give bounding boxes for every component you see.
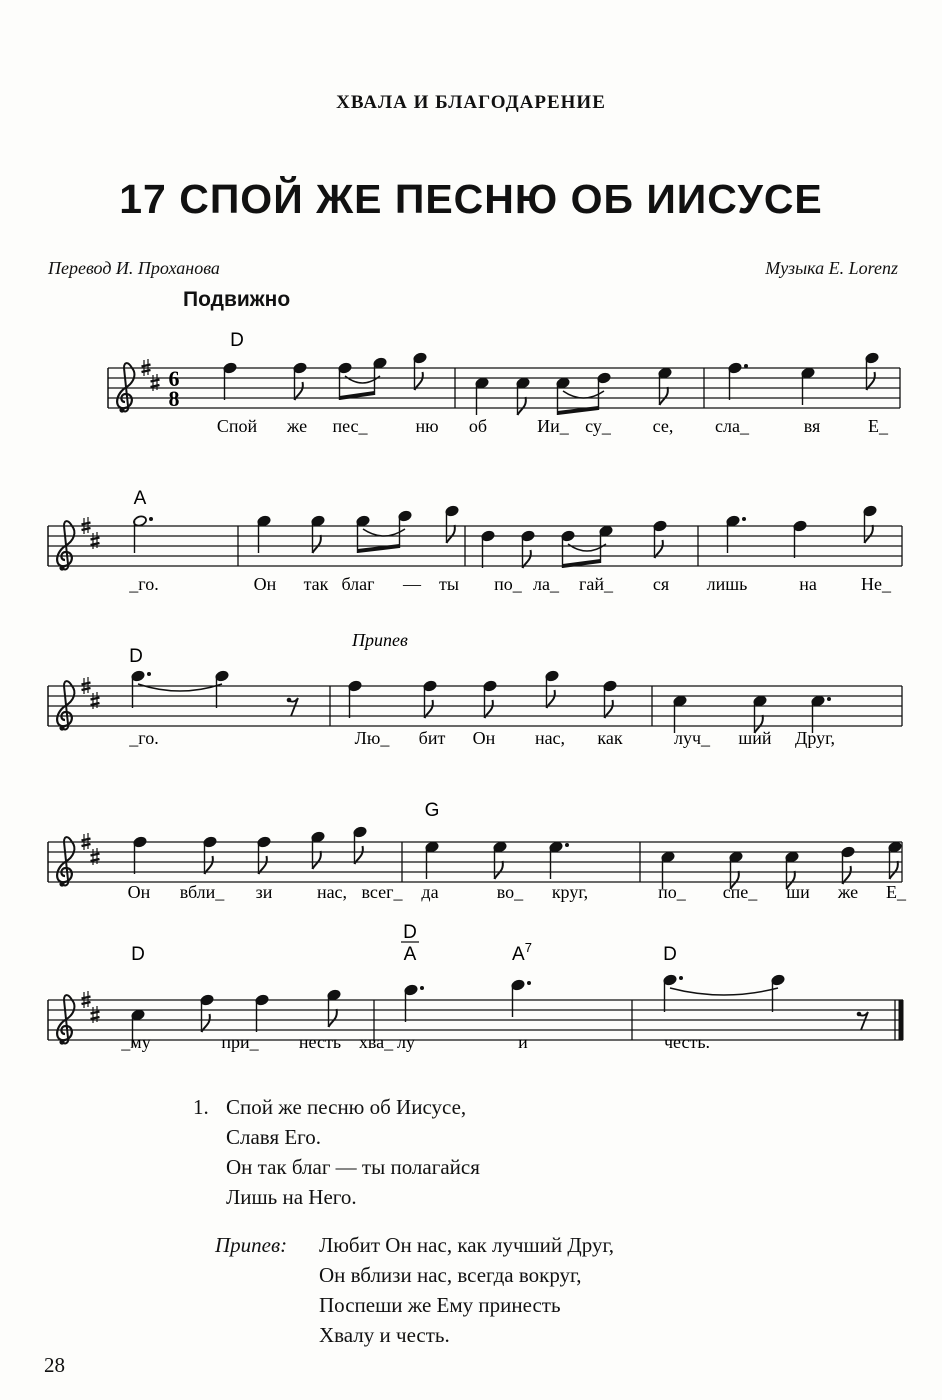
lyric-syllable: хва_	[358, 1032, 394, 1052]
chord-symbol: D	[663, 944, 677, 965]
refrain-line: Хвалу и честь.	[319, 1323, 450, 1347]
lyric-syllable: по_	[658, 882, 686, 902]
lyric-syllable: и	[518, 1032, 528, 1052]
lyric-syllable: несть	[298, 1032, 342, 1052]
chord-symbol: D	[403, 922, 417, 943]
song-number: 17	[119, 176, 167, 222]
chord-symbol: D	[131, 944, 145, 965]
lyric-syllable: при_	[221, 1032, 259, 1052]
note-flag	[329, 1009, 337, 1027]
lyric-syllable: лу	[397, 1032, 415, 1052]
chord-symbol: A	[133, 488, 147, 509]
lyric-syllable: всег_	[361, 882, 403, 902]
tie	[670, 988, 778, 995]
refrain-line: Он вблизи нас, всегда вокруг,	[319, 1263, 582, 1287]
beam	[563, 559, 601, 568]
note-flag	[202, 1014, 210, 1032]
verse-line: Лишь на Него.	[226, 1185, 357, 1209]
note-flag	[447, 525, 455, 543]
note-flag	[655, 540, 663, 558]
lyric-syllable: луч_	[673, 728, 711, 748]
dot	[147, 672, 151, 676]
lyric-syllable: Он	[472, 728, 496, 748]
lyric-syllable: су_	[585, 416, 611, 436]
verse-line: Славя Его.	[226, 1125, 322, 1149]
lyric-syllable: спе_	[722, 882, 758, 902]
dot	[744, 364, 748, 368]
eighth-rest-dot	[857, 1012, 862, 1017]
lyric-syllable: ню	[415, 416, 439, 436]
lyric-syllable: бит	[418, 728, 446, 748]
lyric-syllable: Он	[127, 882, 151, 902]
refrain-label: Припев:	[215, 1233, 288, 1257]
note-flag	[495, 861, 503, 879]
lyric-syllable: ши	[786, 882, 810, 902]
lyric-syllable: Е_	[886, 882, 906, 902]
lyric-syllable: Ии_	[537, 416, 569, 436]
note-flag	[355, 846, 363, 864]
note-flag	[890, 861, 898, 879]
composer-credit: Музыка E. Lorenz	[765, 258, 898, 278]
lyric-syllable: так	[303, 574, 329, 594]
song-title-text: СПОЙ ЖЕ ПЕСНЮ ОБ ИИСУСЕ	[179, 176, 823, 222]
lyric-syllable: нас,	[534, 728, 566, 748]
tie	[363, 529, 405, 536]
note-flag	[259, 856, 267, 874]
lyric-syllable: Друг,	[795, 728, 835, 748]
lyric-syllable: лишь	[706, 574, 748, 594]
dot	[420, 986, 424, 990]
page-number: 28	[44, 1353, 65, 1377]
lyric-syllable: —	[403, 574, 421, 594]
dot	[565, 843, 569, 847]
staff-system	[48, 488, 902, 594]
lyric-syllable: ся	[652, 574, 670, 594]
lyric-syllable: зи	[255, 882, 273, 902]
note-flag	[547, 690, 555, 708]
lyric-syllable: же	[837, 882, 859, 902]
chord-symbol: G	[424, 800, 440, 821]
lyric-syllable: по_	[494, 574, 522, 594]
lyric-syllable: Лю_	[354, 728, 390, 748]
dot	[527, 981, 531, 985]
lyric-syllable: вбли_	[179, 882, 225, 902]
lyric-syllable: Спой	[216, 416, 258, 436]
staff-system	[48, 800, 907, 902]
staff-system	[108, 330, 900, 436]
note-flag	[605, 700, 613, 718]
note-flag	[295, 382, 303, 400]
lyric-syllable: _му	[121, 1032, 151, 1052]
lyric-syllable: сла_	[715, 416, 749, 436]
note-flag	[865, 525, 873, 543]
translator-credit: Перевод И. Проханова	[48, 258, 220, 278]
verse-line: Он так благ — ты полагайся	[226, 1155, 480, 1179]
staff-system	[48, 922, 903, 1052]
lyric-syllable: во_	[496, 882, 524, 902]
lyric-syllable: Он	[253, 574, 277, 594]
verse-line: Спой же песню об Иисусе,	[226, 1095, 467, 1119]
tie	[138, 684, 222, 691]
lyric-syllable: Не_	[861, 574, 891, 594]
lyric-syllable: круг,	[551, 882, 589, 902]
lyric-syllable: же	[286, 416, 308, 436]
refrain-marker: Припев	[352, 630, 408, 650]
dot	[827, 697, 831, 701]
verse-number: 1.	[193, 1095, 209, 1119]
lyric-syllable: _го.	[129, 574, 159, 594]
note-flag	[425, 700, 433, 718]
note-flag	[867, 372, 875, 390]
lyric-syllable: гай_	[578, 574, 614, 594]
refrain-line: Поспеши же Ему принесть	[319, 1293, 561, 1317]
dot	[149, 517, 153, 521]
lyric-syllable: об	[468, 416, 488, 436]
time-signature-top: 6	[168, 366, 180, 391]
refrain-line: Любит Он нас, как лучший Друг,	[319, 1233, 614, 1257]
lyric-syllable: Е_	[868, 416, 888, 436]
lyric-syllable: честь.	[663, 1032, 711, 1052]
note-flag	[205, 856, 213, 874]
lyric-syllable: се,	[652, 416, 674, 436]
time-signature-bottom: 8	[168, 386, 180, 411]
lyric-syllable: ла_	[533, 574, 559, 594]
lyric-syllable: на	[799, 574, 817, 594]
note-flag	[523, 550, 531, 568]
chord-symbol: A	[403, 944, 417, 965]
note-flag	[313, 535, 321, 553]
lyric-syllable: пес_	[332, 416, 368, 436]
tempo-marking: Подвижно	[183, 288, 291, 311]
eighth-rest-dot	[287, 698, 292, 703]
lyric-syllable: _го.	[129, 728, 159, 748]
section-heading: ХВАЛА И БЛАГОДАРЕНИЕ	[336, 92, 606, 113]
chord-symbol: D	[129, 646, 143, 667]
note-flag	[660, 387, 668, 405]
refrain-text	[319, 1230, 614, 1350]
lyric-syllable: ты	[439, 574, 459, 594]
lyric-syllable: да	[421, 882, 439, 902]
staff-system	[48, 630, 902, 748]
note-flag	[518, 397, 526, 415]
lyric-syllable: благ	[341, 574, 375, 594]
dot	[742, 517, 746, 521]
lyric-syllable: ший	[738, 728, 772, 748]
chord-symbol: D	[230, 330, 244, 351]
note-flag	[485, 700, 493, 718]
lyric-syllable: как	[597, 728, 623, 748]
lyric-syllable: вя	[803, 416, 821, 436]
dot	[679, 976, 683, 980]
note-flag	[415, 372, 423, 390]
verse-text	[226, 1092, 480, 1212]
note-flag	[313, 851, 321, 869]
chord-symbol: $A^7$	[512, 940, 532, 965]
lyric-syllable: нас,	[316, 882, 348, 902]
